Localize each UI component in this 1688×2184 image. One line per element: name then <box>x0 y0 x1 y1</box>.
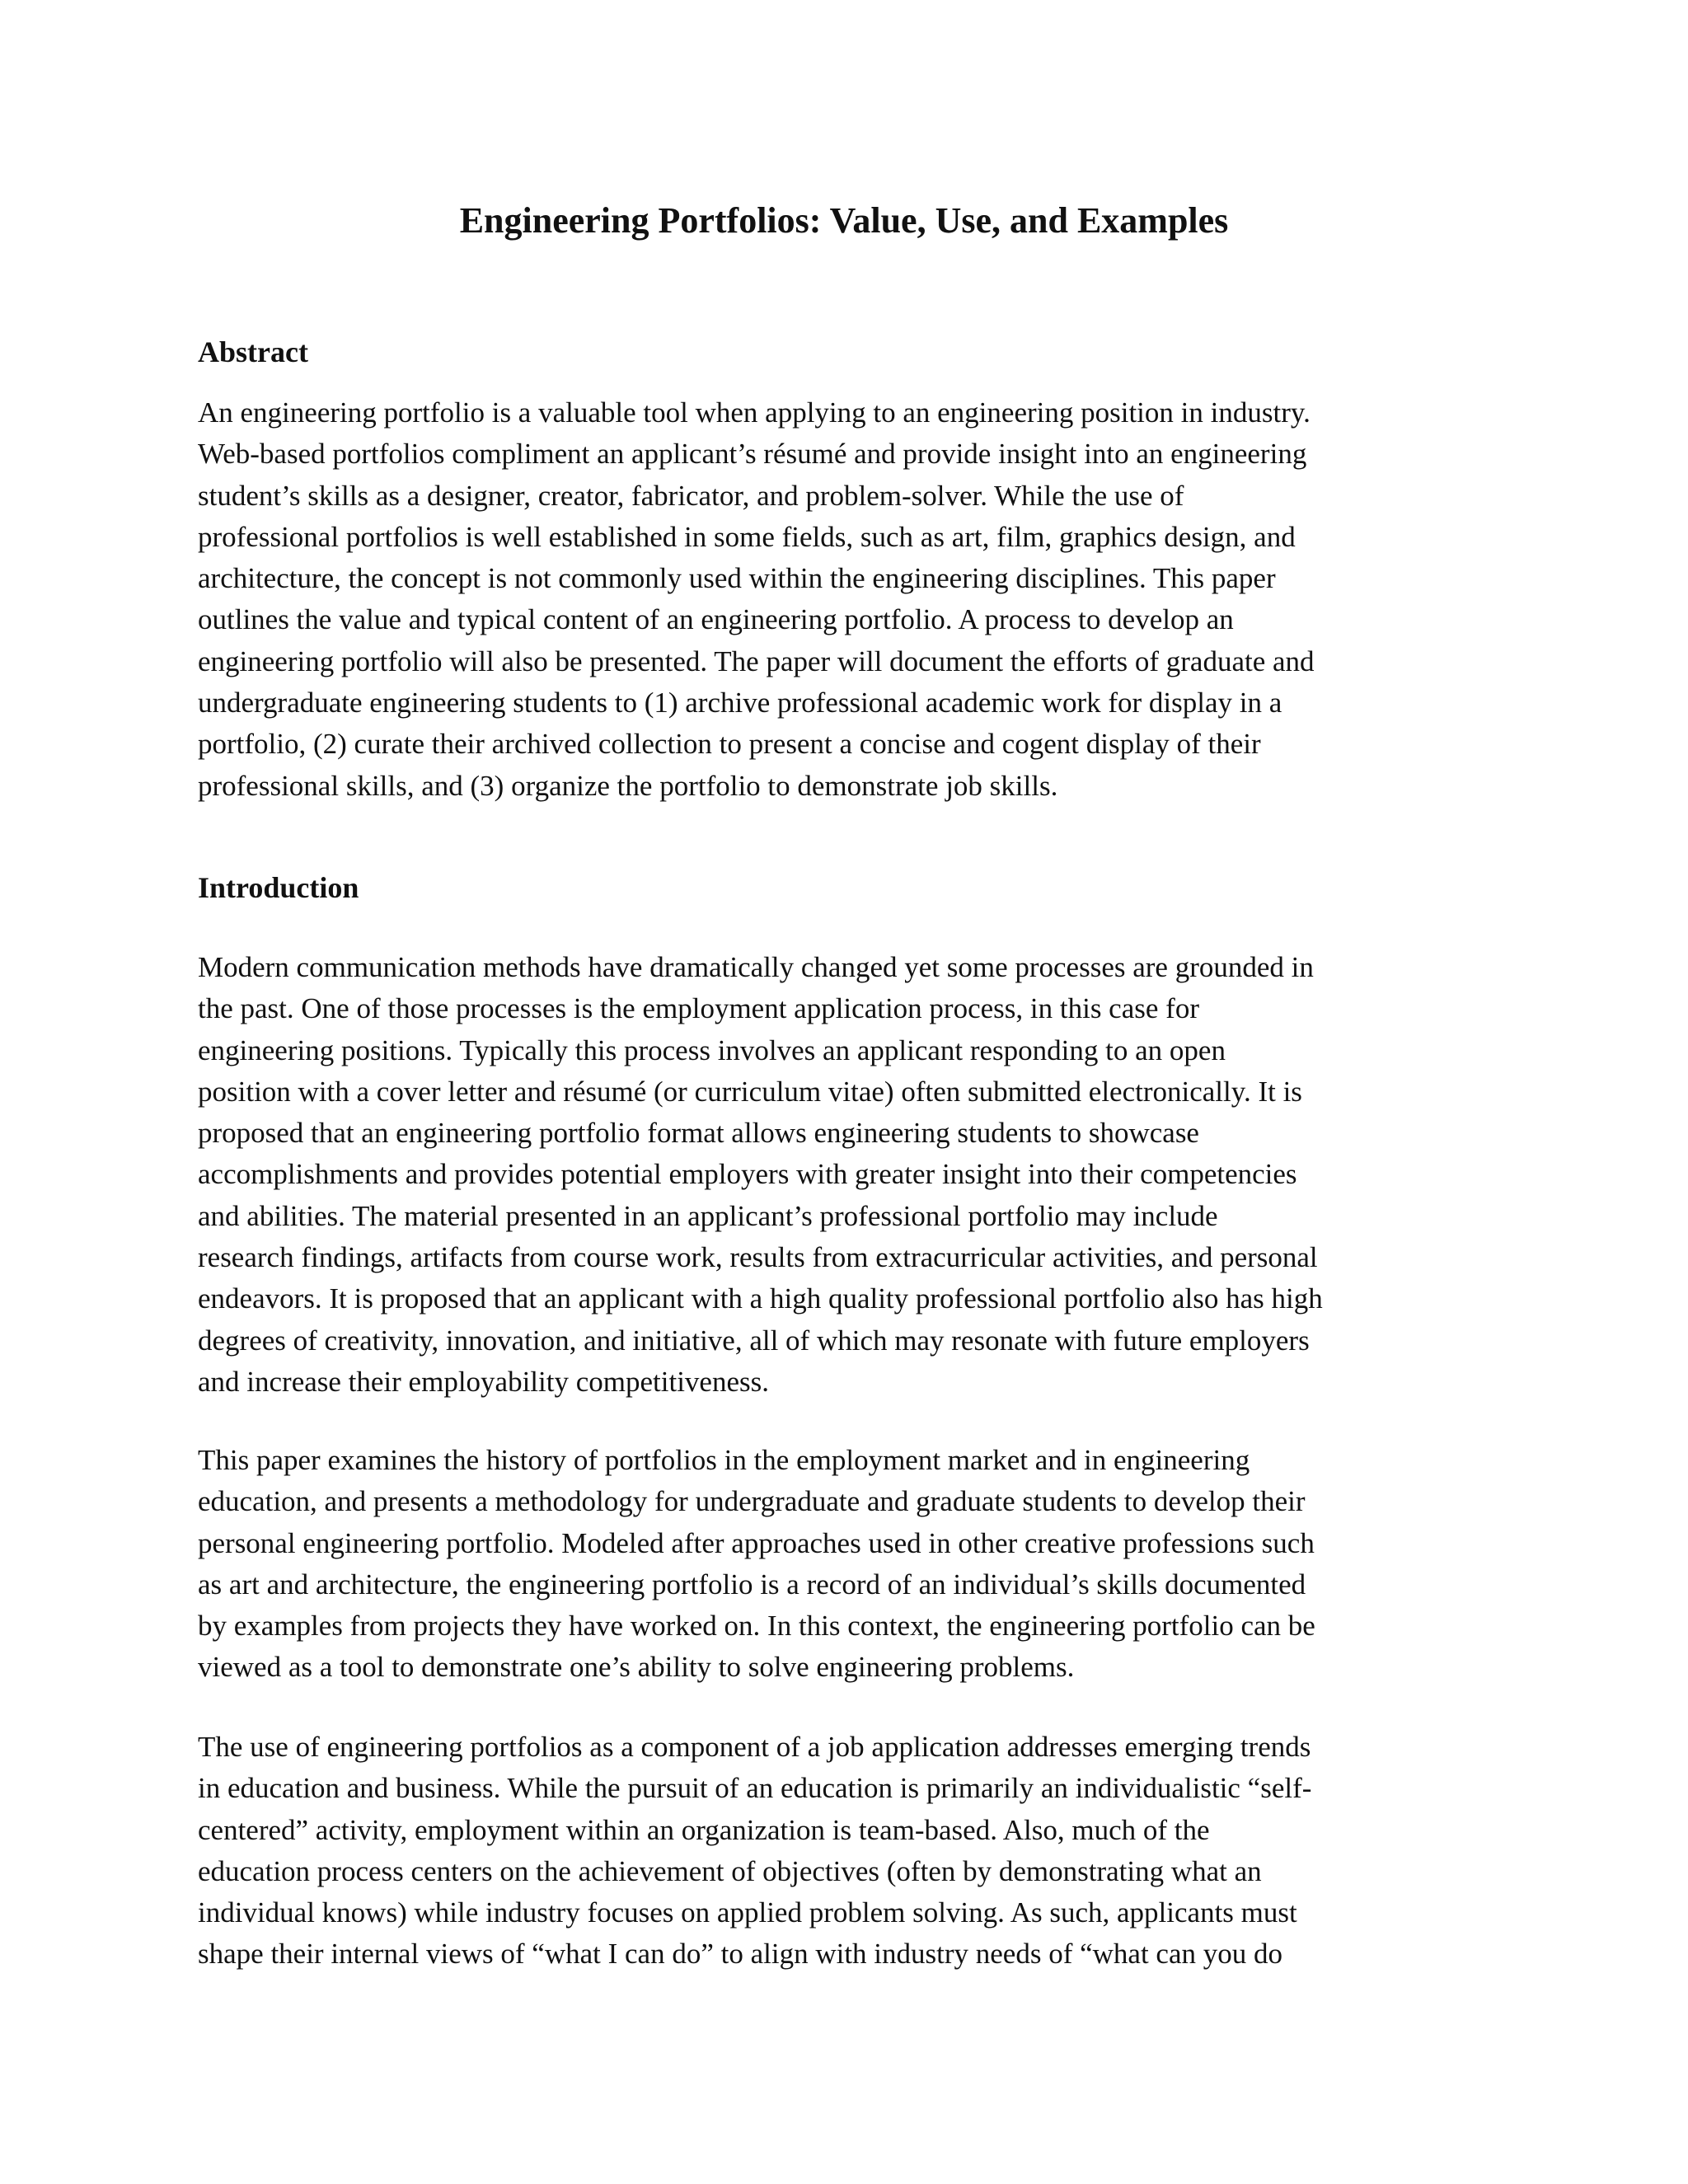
paragraph-line: and increase their employability competitiveness. <box>198 1365 769 1398</box>
paragraph-line: personal engineering portfolio. Modeled after approaches used in other creative professions such <box>198 1526 1315 1559</box>
paragraph-line: education process centers on the achievement of objectives (often by demonstrating what an <box>198 1854 1262 1887</box>
paragraph-line: in education and business. While the pursuit of an education is primarily an individualistic “self- <box>198 1772 1312 1805</box>
paragraph-line: position with a cover letter and résumé (or curriculum vitae) often submitted electronically. It is <box>198 1075 1302 1108</box>
introduction-paragraph-1 <box>198 947 1500 1403</box>
abstract-line: outlines the value and typical content of an engineering portfolio. A process to develop an <box>198 603 1234 636</box>
paragraph-line: This paper examines the history of portfolios in the employment market and in engineering <box>198 1444 1250 1476</box>
introduction-heading: Introduction <box>198 871 359 904</box>
paragraph-line: research findings, artifacts from course work, results from extracurricular activities, and personal <box>198 1241 1318 1274</box>
paragraph-line: education, and presents a methodology for undergraduate and graduate students to develop their <box>198 1485 1306 1518</box>
abstract-line: undergraduate engineering students to (1) archive professional academic work for display in a <box>198 687 1282 719</box>
abstract-paragraph <box>198 392 1500 807</box>
abstract-line: Web-based portfolios compliment an applicant’s résumé and provide insight into an engineering <box>198 438 1307 471</box>
introduction-paragraph-2 <box>198 1440 1500 1689</box>
paragraph-line: Modern communication methods have dramatically changed yet some processes are grounded in <box>198 951 1314 983</box>
abstract-line: professional skills, and (3) organize the portfolio to demonstrate job skills. <box>198 769 1058 802</box>
paragraph-line: degrees of creativity, innovation, and initiative, all of which may resonate with future employers <box>198 1324 1310 1357</box>
paragraph-line: viewed as a tool to demonstrate one’s ability to solve engineering problems. <box>198 1651 1075 1684</box>
paragraph-line: and abilities. The material presented in an applicant’s professional portfolio may include <box>198 1199 1218 1232</box>
abstract-line: architecture, the concept is not commonly used within the engineering disciplines. This paper <box>198 562 1276 595</box>
paragraph-line: engineering positions. Typically this process involves an applicant responding to an open <box>198 1033 1226 1066</box>
paper-title: Engineering Portfolios: Value, Use, and Examples <box>459 200 1229 241</box>
paragraph-line: The use of engineering portfolios as a component of a job application addresses emerging trends <box>198 1731 1311 1763</box>
abstract-line: An engineering portfolio is a valuable tool when applying to an engineering position in industry. <box>198 396 1311 429</box>
paragraph-line: endeavors. It is proposed that an applicant with a high quality professional portfolio also has high <box>198 1282 1323 1315</box>
paragraph-line: shape their internal views of “what I can do” to align with industry needs of “what can you do <box>198 1938 1283 1971</box>
introduction-paragraph-3 <box>198 1727 1500 1975</box>
paragraph-line: accomplishments and provides potential employers with greater insight into their competencies <box>198 1158 1297 1191</box>
abstract-heading: Abstract <box>198 335 308 368</box>
paragraph-line: as art and architecture, the engineering portfolio is a record of an individual’s skills documented <box>198 1568 1306 1601</box>
paragraph-line: individual knows) while industry focuses on applied problem solving. As such, applicants must <box>198 1896 1297 1929</box>
paragraph-line: centered” activity, employment within an organization is team-based. Also, much of the <box>198 1813 1210 1846</box>
paragraph-line: the past. One of those processes is the employment application process, in this case for <box>198 992 1199 1025</box>
paragraph-line: proposed that an engineering portfolio format allows engineering students to showcase <box>198 1117 1199 1150</box>
abstract-line: professional portfolios is well established in some fields, such as art, film, graphics design, and <box>198 520 1296 553</box>
paragraph-line: by examples from projects they have worked on. In this context, the engineering portfolio can be <box>198 1610 1315 1643</box>
abstract-line: student’s skills as a designer, creator, fabricator, and problem-solver. While the use of <box>198 479 1184 512</box>
abstract-line: portfolio, (2) curate their archived collection to present a concise and cogent display of their <box>198 728 1261 761</box>
abstract-line: engineering portfolio will also be presented. The paper will document the efforts of graduate and <box>198 644 1315 677</box>
